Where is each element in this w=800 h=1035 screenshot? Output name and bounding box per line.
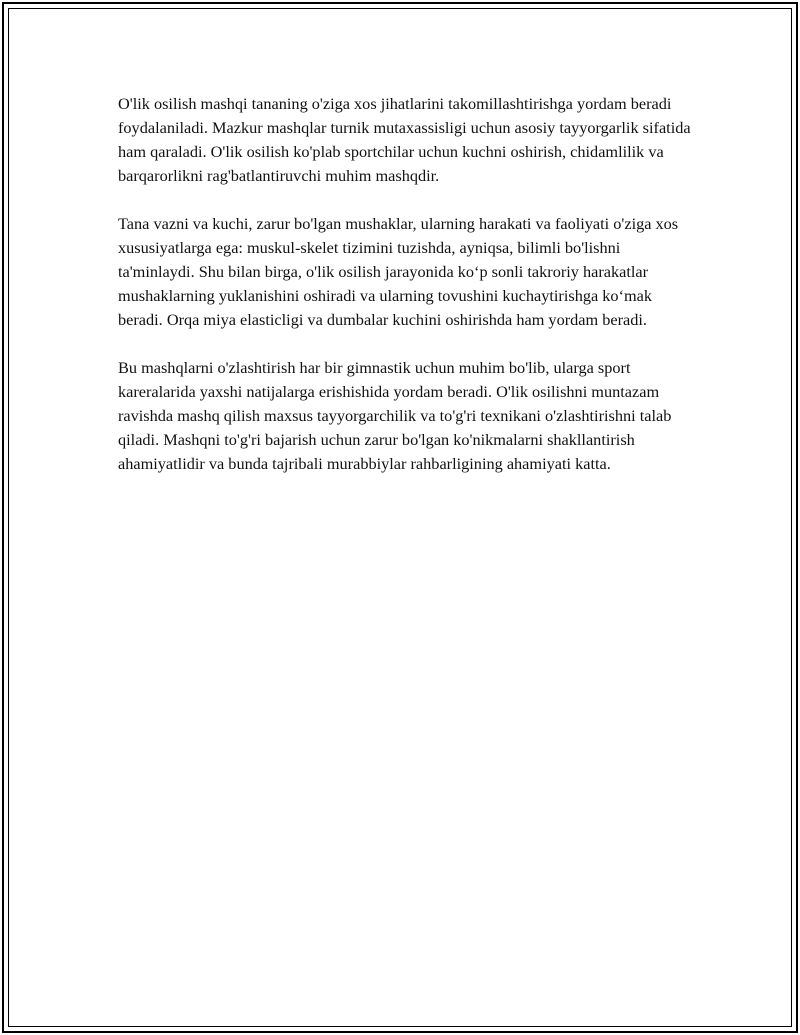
paragraph-2: Tana vazni va kuchi, zarur bo'lgan mushaklar, ularning harakati va faoliyati o'ziga xos xususiyatlarga ega: muskul-skelet tizimini tuzishda, ayniqsa, bilimli bo'lishni ta'minlaydi. Shu bilan birga, o'lik osilish jarayonida ko‘p sonli takroriy harakatlar mushaklarning yuklanishini oshiradi va ularning tovushini kuchaytirishga ko‘mak beradi. Orqa miya elasticligi va dumbalar kuchini oshirishda ham yordam beradi.: [118, 214, 679, 329]
paragraph-1: O'lik osilish mashqi tananing o'ziga xos jihatlarini takomillashtirishga yordam beradi foydalaniladi. Mazkur mashqlar turnik mutaxassisligi uchun asosiy tayyorgarlik sifatida ham qaraladi. O'lik osilish ko'plab sportchilar uchun kuchni oshirish, chidamlilik va barqarorlikni rag'batlantiruvchi muhim mashqdir.: [118, 94, 691, 185]
document-body: [118, 92, 693, 500]
paragraph-3: Bu mashqlarni o'zlashtirish har bir gimnastik uchun muhim bo'lib, ularga sport kareralarida yaxshi natijalarga erishishida yordam beradi. O'lik osilishni muntazam ravishda mashq qilish maxsus tayyorgarchilik va to'g'ri texnikani o'zlashtirishni talab qiladi. Mashqni to'g'ri bajarish uchun zarur bo'lgan ko'nikmalarni shakllantirish ahamiyatlidir va bunda tajribali murabbiylar rahbarligining ahamiyati katta.: [118, 358, 672, 473]
